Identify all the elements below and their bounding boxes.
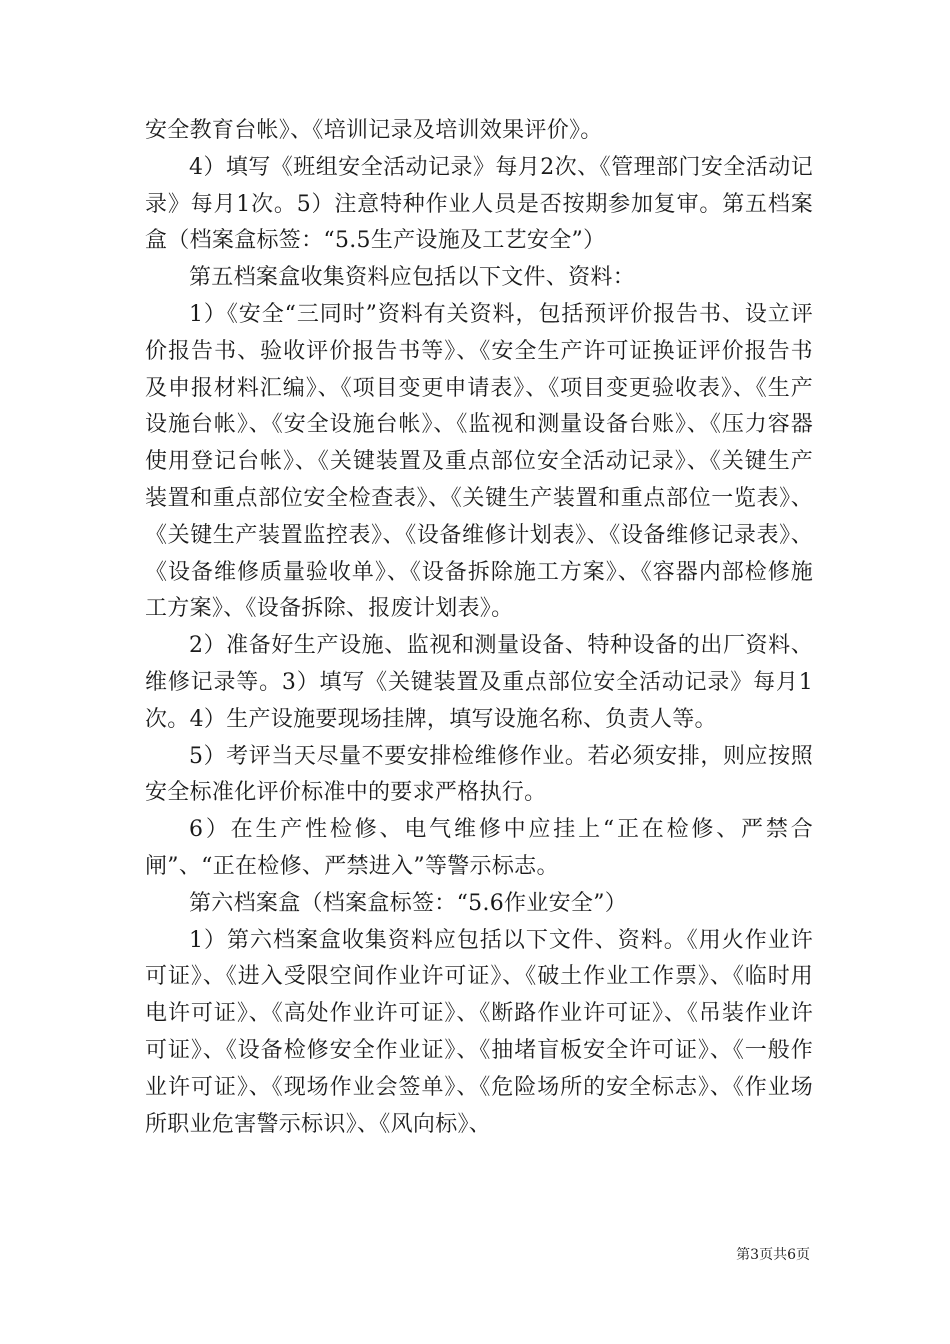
- paragraph-6: 5）考评当天尽量不要安排检维修作业。若必须安排，则应按照安全标准化评价标准中的要求严格执行。: [145, 743, 813, 806]
- paragraph-8: 第六档案盒（档案盒标签：“5.6作业安全”）: [189, 890, 628, 916]
- page-number: 第3页共6页: [736, 1247, 810, 1263]
- document-body: [145, 113, 813, 1143]
- paragraph-4: 1）《安全“三同时”资料有关资料，包括预评价报告书、设立评价报告书、验收评价报告书等》、《安全生产许可证换证评价报告书及申报材料汇编》、《项目变更申请表》、《项目变更验收表》、《生产设施台帐》、《安全设施台帐》、《监视和测量设备台账》、《压力容器使用登记台帐》、《关键装置及重点部位安全活动记录》、《关键生产装置和重点部位安全检查表》、《关键生产装置和重点部位一览表》、《关键生产装置监控表》、《设备维修计划表》、《设备维修记录表》、《设备维修质量验收单》、《设备拆除施工方案》、《容器内部检修施工方案》、《设备拆除、报废计划表》。: [145, 301, 813, 622]
- paragraph-3: 第五档案盒收集资料应包括以下文件、资料：: [189, 265, 636, 291]
- paragraph-9: 1）第六档案盒收集资料应包括以下文件、资料。《用火作业许可证》、《进入受限空间作业许可证》、《破土作业工作票》、《临时用电许可证》、《高处作业许可证》、《断路作业许可证》、《吊装作业许可证》、《设备检修安全作业证》、《抽堵盲板安全许可证》、《一般作业许可证》、《现场作业会签单》、《危险场所的安全标志》、《作业场所职业危害警示标识》、《风向标》、: [145, 927, 813, 1137]
- paragraph-5: 2）准备好生产设施、监视和测量设备、特种设备的出厂资料、维修记录等。3）填写《关键装置及重点部位安全活动记录》每月1次。4）生产设施要现场挂牌，填写设施名称、负责人等。: [145, 633, 813, 732]
- paragraph-2: 4）填写《班组安全活动记录》每月2次、《管理部门安全活动记录》每月1次。5）注意特种作业人员是否按期参加复审。第五档案盒（档案盒标签：“5.5生产设施及工艺安全”）: [145, 154, 813, 254]
- paragraph-1: 安全教育台帐》、《培训记录及培训效果评价》。: [145, 118, 603, 143]
- paragraph-7: 6）在生产性检修、电气维修中应挂上“正在检修、严禁合闸”、“正在检修、严禁进入”等警示标志。: [145, 817, 813, 879]
